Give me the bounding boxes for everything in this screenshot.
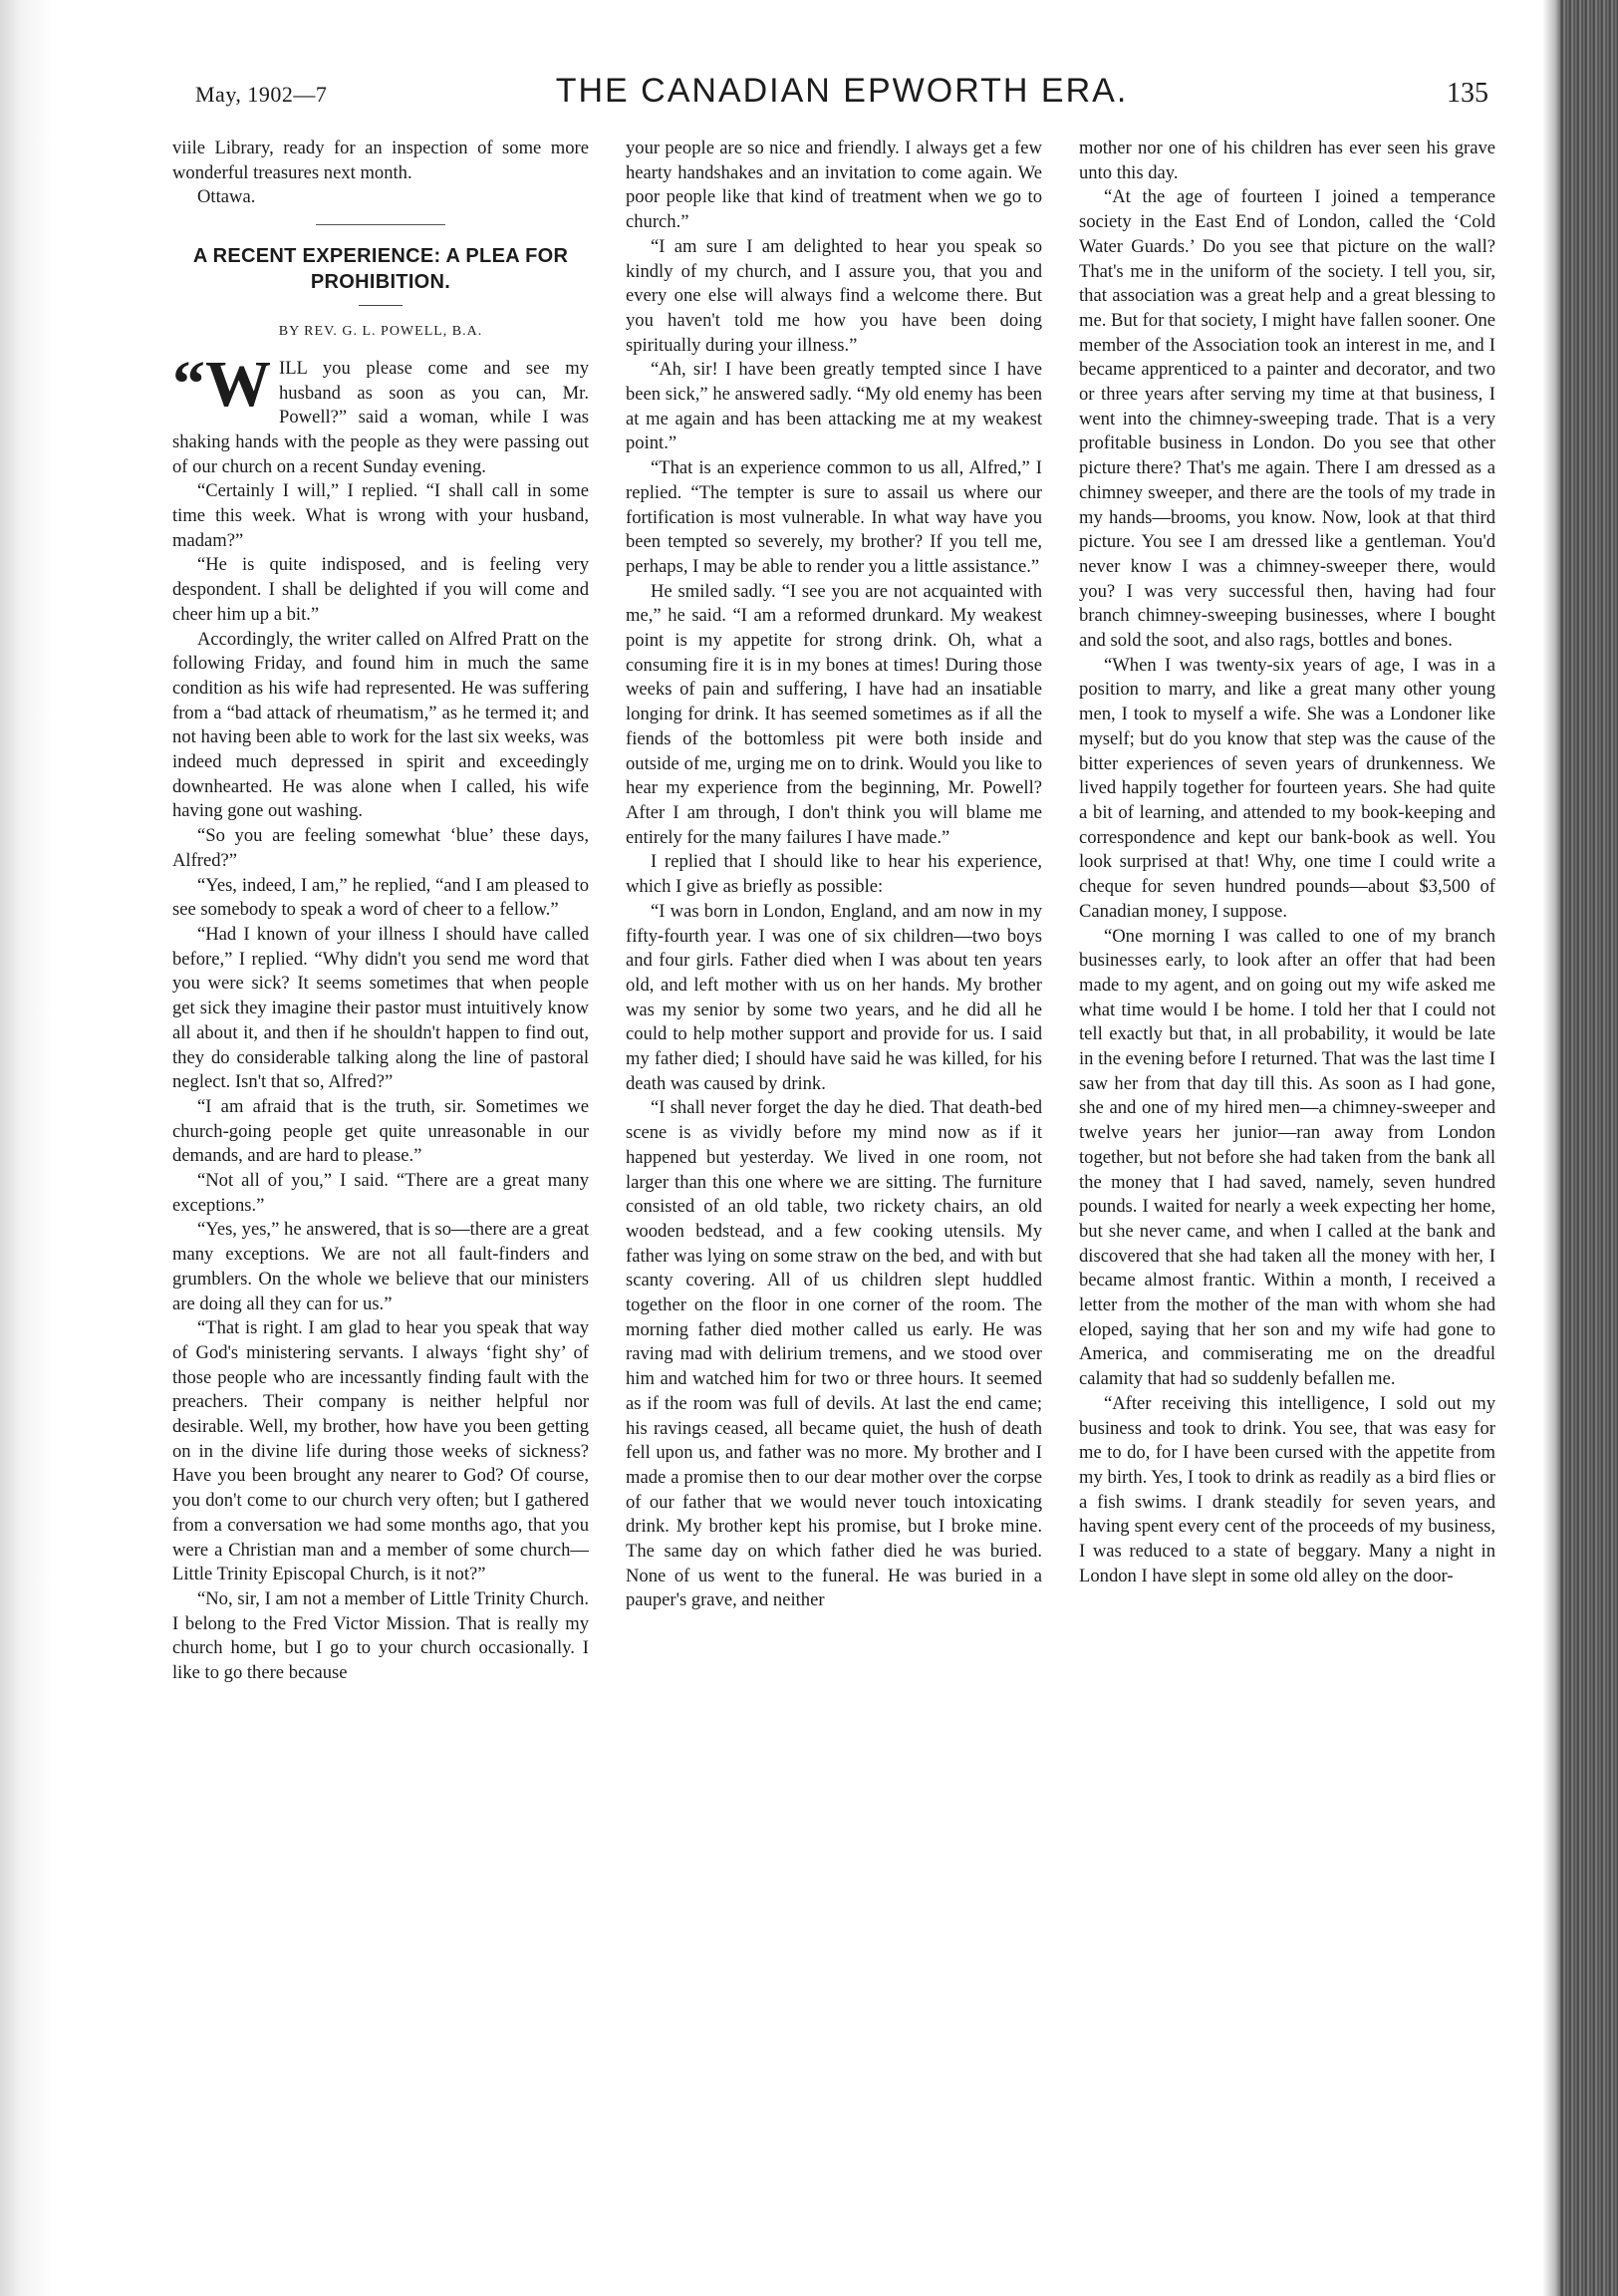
opening-paragraph xyxy=(172,347,589,480)
publication-title: THE CANADIAN EPWORTH ERA. xyxy=(555,72,1129,110)
paragraph: Accordingly, the writer called on Alfred Pratt on the following Friday, and found him in much the same condition as his wife had represented. He was suffering from a “bad attack of rheumatism,” as he termed it; and not having been able to work for the last six weeks, was indeed much depressed in spirit and exceedingly downhearted. He was alone when I called, his wife having gone out washing. xyxy=(172,628,589,822)
article-divider xyxy=(316,224,445,225)
paragraph: mother nor one of his children has ever seen his grave unto this day. xyxy=(1079,138,1495,183)
paragraph: “Yes, indeed, I am,” he replied, “and I am pleased to see somebody to speak a word of cheer to a fellow.” xyxy=(172,874,589,921)
column-2 xyxy=(626,137,1042,1613)
title-rule xyxy=(359,305,403,306)
paragraph: “After receiving this intelligence, I sold out my business and took to drink. You see, that was easy for me to do, for I have been cursed with the appetite from my birth. Yes, I took to drink as readily as a bird flies or a fish swims. I drank steadily for seven years, and having spent every cent of the proceeds of my business, I was reduced to a state of beggary. Many a night in London I have slept in some old alley on the door- xyxy=(1079,1392,1495,1586)
article-signoff: Ottawa. xyxy=(197,186,256,208)
paragraph: “I am afraid that is the truth, sir. Sometimes we church-going people get quite unreasonable in our demands, and are hard to please.” xyxy=(172,1095,589,1167)
paragraph: “That is right. I am glad to hear you speak that way of God's ministering servants. I always ‘fight shy’ of those people who are incessantly finding fault with the preachers. Their company is neither helpful nor desirable. Well, my brother, how have you been getting on in the divine life during those weeks of sickness? Have you been brought any nearer to God? Of course, you don't come to our church very often; but I gathered from a conversation we had some months ago, that you were a Christian man and a member of some church—Little Trinity Episcopal Church, is it not?” xyxy=(172,1317,589,1585)
paragraph: “He is quite indisposed, and is feeling very despondent. I shall be delighted if you will come and cheer him up a bit.” xyxy=(172,554,589,625)
paragraph: “I shall never forget the day he died. That death-bed scene is as vividly before my mind now as if it happened but yesterday. We lived in one room, not larger than this one where we are sitting. The furniture consisted of an old table, two rickety chairs, an old wooden bedstead, and a few cooking utensils. My father was lying on some straw on the bed, and with but scanty covering. All of us children slept huddled together on the floor in one corner of the room. The morning father died mother called us early. He was raving mad with delirium tremens, and we stood over him and watched him for two or three hours. It seemed as if the room was full of devils. At last the end came; his ravings ceased, all became quiet, the hush of death fell upon us, and father was no more. My brother and I made a promise then to our dear mother over the corpse of our father that we would never touch intoxicating drink. My brother kept his promise, but I broke mine. The same day on which father died he was buried. None of us went to the funeral. He was buried in a pauper's grave, and neither xyxy=(626,1097,1042,1611)
column-3 xyxy=(1079,137,1495,1588)
paragraph: “So you are feeling somewhat ‘blue’ these days, Alfred?” xyxy=(172,825,589,871)
opening-text: ILL you please come and see my husband as soon as you can, Mr. Powell?” said a woman, while I was shaking hands with the people as they were passing out of our church on a recent Sunday evening. xyxy=(172,357,589,477)
byline: BY REV. G. L. POWELL, B.A. xyxy=(278,324,483,340)
column-2-paragraphs xyxy=(626,137,1042,1613)
page-gutter-shadow xyxy=(1542,0,1560,2296)
paragraph: your people are so nice and friendly. I always get a few hearty handshakes and an invitation to come again. We poor people like that kind of treatment when we go to church.” xyxy=(626,138,1042,233)
article-title: A RECENT EXPERIENCE: A PLEA FOR PROHIBITION. xyxy=(192,245,569,294)
scan-edge xyxy=(0,0,52,2296)
paragraph: “Certainly I will,” I replied. “I shall call in some time this week. What is wrong with your husband, madam?” xyxy=(172,480,589,551)
paragraph: “When I was twenty-six years of age, I was in a position to marry, and like a great many other young men, I took to myself a wife. She was a Londoner like myself; but do you know that step was the cause of the bitter experiences of seven years of drunkenness. We lived happily together for fourteen years. She had quite a bit of learning, and attended to my book-keeping and correspondence and kept our bank-book as well. You look surprised at that! Why, one time I could write a cheque for seven hundred pounds—about $3,500 of Canadian money, I suppose. xyxy=(1079,654,1495,922)
paragraph: He smiled sadly. “I see you are not acquainted with me,” he said. “I am a reformed drunkard. My weakest point is my appetite for strong drink. Oh, what a consuming fire it is in my bones at times! During those weeks of pain and suffering, I have had an insatiable longing for drink. It has seemed sometimes as if all the fiends of the bottomless pit were both inside and outside of me, urging me on to drink. Would you like to hear my experience from the beginning, Mr. Powell? After I am through, I don't think you will blame me entirely for the many failures I have made.” xyxy=(626,580,1042,848)
page-number: 135 xyxy=(1447,78,1488,109)
paragraph: “Ah, sir! I have been greatly tempted since I have been sick,” he answered sadly. “My old enemy has been at me again and has been attacking me at my weakest point.” xyxy=(626,359,1042,454)
paragraph: “One morning I was called to one of my branch businesses early, to look after an offer that had been made to my agent, and on going out my wife asked me what time would I be home. I told her that I could not tell exactly but that, in all probability, it would be late in the evening before I returned. That was the last time I saw her from that day till this. As soon as I had gone, she and one of my hired men—a chimney-sweeper and twelve years her junior—ran away from London together, but not before she had taken from the bank all the money that I had saved, namely, seven hundred pounds. I waited for nearly a week expecting her home, but she never came, and when I called at the bank and discovered that she had taken all the money with her, I became almost frantic. Within a month, I received a letter from the mother of the man with whom she had eloped, saying that her son and my wife had gone to America, and commiserating me on the dreadful calamity that had so suddenly befallen me. xyxy=(1079,925,1495,1390)
continued-paragraph: viile Library, ready for an inspection of some more wonderful treasures next month. xyxy=(172,138,589,183)
running-header xyxy=(195,72,1488,122)
column-3-paragraphs xyxy=(1079,137,1495,1588)
paragraph: “Yes, yes,” he answered, that is so—there are a great many exceptions. We are not all fault-finders and grumblers. On the whole we believe that our ministers are doing all they can for us.” xyxy=(172,1219,589,1314)
paragraph: I replied that I should like to hear his experience, which I give as briefly as possible: xyxy=(626,851,1042,898)
paragraph: “Had I known of your illness I should have called before,” I replied. “Why didn't you send me word that you were sick? It seems sometimes that when people get sick they imagine their pastor must intuitively know all about it, and then if he shouldn't happen to find out, they do considerable talking along the line of pastoral neglect. Isn't that so, Alfred?” xyxy=(172,923,589,1093)
paragraph: “I am sure I am delighted to hear you speak so kindly of my church, and I assure you, that you and every one else will always find a welcome there. But you haven't told me how you have been doing spiritually during your illness.” xyxy=(626,235,1042,356)
drop-cap: “W xyxy=(172,347,271,421)
paragraph: “I was born in London, England, and am now in my fifty-fourth year. I was one of six children—two boys and four girls. Father died when I was about ten years old, and left mother with us on her hands. My brother was my senior by some two years, and he did all he could to help mother support and provide for us. I said my father died; I should have said he was killed, for his death was caused by drink. xyxy=(626,900,1042,1094)
column-1-paragraphs xyxy=(172,479,589,1685)
paragraph: “That is an experience common to us all, Alfred,” I replied. “The tempter is sure to assail us where our fortification is most vulnerable. In what way have you been tempted so severely, my brother? If you tell me, perhaps, I may be able to render you a little assistance.” xyxy=(626,457,1042,577)
paragraph: “Not all of you,” I said. “There are a great many exceptions.” xyxy=(172,1170,589,1216)
header-date: May, 1902—7 xyxy=(195,82,328,107)
paragraph: “At the age of fourteen I joined a temperance society in the East End of London, called the ‘Cold Water Guards.’ Do you see that picture on the wall? That's me in the uniform of the society. I tell you, sir, that association was a great help and a great blessing to me. But for that society, I might have fallen sooner. One member of the Association took an interest in me, and I became apprenticed to a painter and decorator, and two or three years after serving my time at that business, I went into the chimney-sweeping trade. That is a very profitable business in London. Do you see that other picture there? That's me again. There I am dressed as a chimney sweeper, and there are the tools of my trade in my hands—brooms, you know. Now, look at that third picture. You see I am dressed like a gentleman. You'd never know I was a chimney-sweeper there, would you? I was very successful then, having had four branch chimney-sweeping businesses, where I bought and sold the soot, and also rags, bottles and bones. xyxy=(1079,186,1495,652)
paragraph: “No, sir, I am not a member of Little Trinity Church. I belong to the Fred Victor Mission. That is really my church home, but I go to your church occasionally. I like to go there because xyxy=(172,1587,589,1684)
book-binding xyxy=(1560,0,1618,2296)
column-1 xyxy=(172,137,589,1686)
